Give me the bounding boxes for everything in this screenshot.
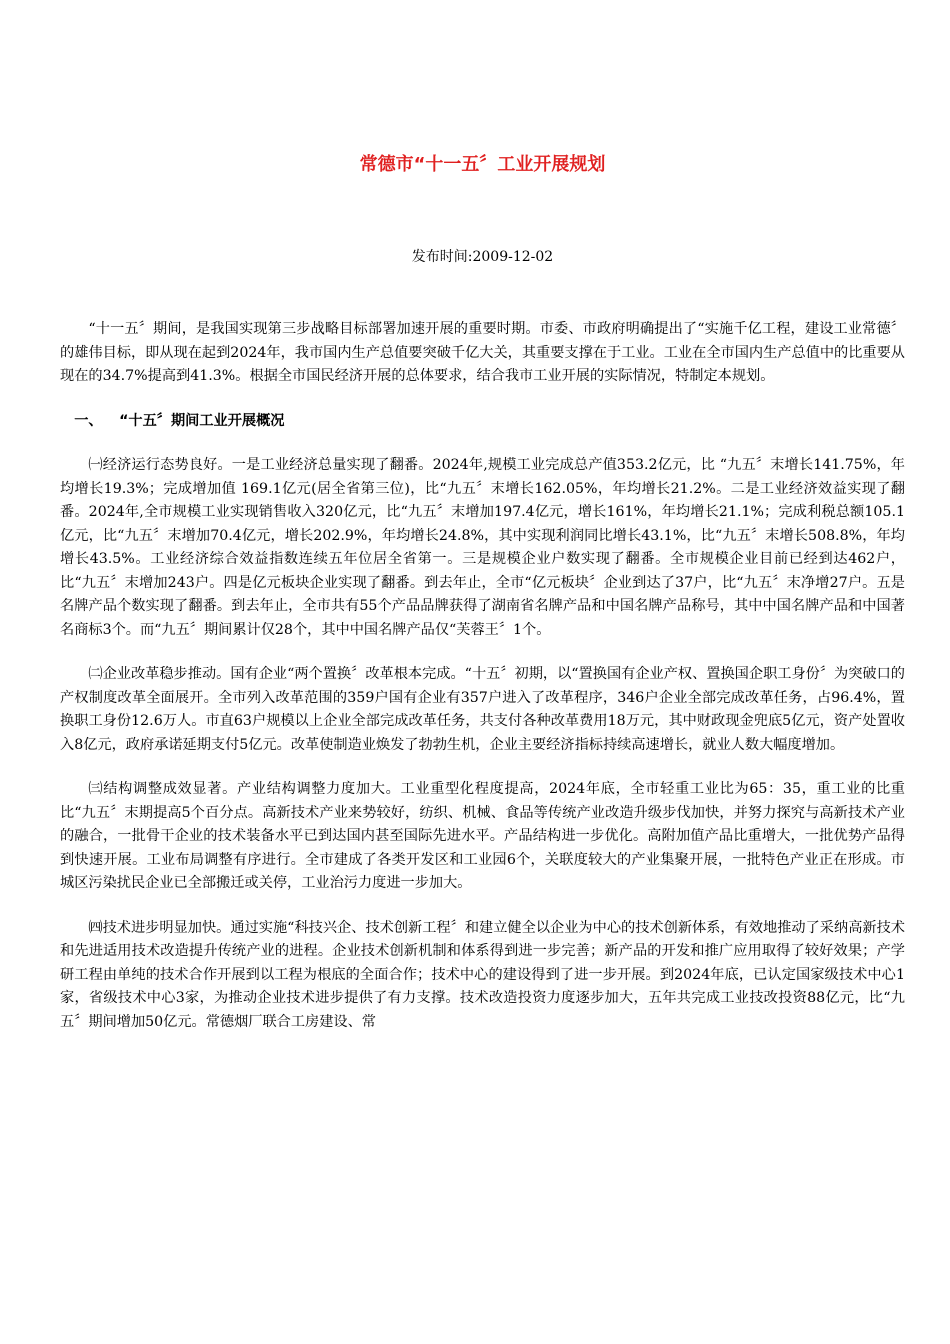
paragraph-technology: ㈣技术进步明显加快。通过实施“科技兴企、技术创新工程〞和建立健全以企业为中心的技术创新体系，有效地推动了采纳高新技术和先进适用技术改造提升传统产业的进程。企业技术创新机制和体系得到进一步完善；新产品的开发和推广应用取得了较好效果；产学研工程由单纯的技术合作开展到以工程为根底的全面合作；技术中心的建设得到了进一步开展。到2024年底，已认定国家级技术中心1家，省级技术中心3家，为推动企业技术进步提供了有力支撑。技术改造投资力度逐步加大，五年共完成工业技改投资88亿元，比“九五〞期间增加50亿元。常德烟厂联合工房建设、常 [60, 919, 905, 1030]
document-title: 常德市“十一五〞工业开展规划 [359, 154, 606, 175]
paragraph-economy: ㈠经济运行态势良好。一是工业经济总量实现了翻番。2024年,规模工业完成总产值353.2亿元，比 “九五〞末增长141.75%，年均增长19.3%；完成增加值 169.1亿元(居全省第三位)，比“九五〞末增长162.05%，年均增长21.2%。二是工业经济效益实现了翻番。2024年,全市规模工业实现销售收入320亿元，比“九五〞末增加197.4亿元，增长161%，年均增长21.1%；完成利税总额105.1亿元，比“九五〞末增加70.4亿元，增长202.9%，年均增长24.8%，其中实现利润同比增长43.1%，比“九五〞末增长508.8%，年均增长43.5%。工业经济综合效益指数连续五年位居全省第一。三是规模企业户数实现了翻番。全市规模企业目前已经到达462户，比“九五〞末增加243户。四是亿元板块企业实现了翻番。到去年止，全市“亿元板块〞企业到达了37户，比“九五〞末净增27户。五是名牌产品个数实现了翻番。到去年止，全市共有55个产品品牌获得了湖南省名牌产品和中国名牌产品称号，其中中国名牌产品和中国著名商标3个。而“九五〞期间累计仅28个，其中中国名牌产品仅“芙蓉王〞1个。 [60, 457, 905, 638]
document-body [60, 318, 905, 1055]
section-number: 一、 [74, 412, 103, 429]
section-heading [60, 410, 905, 434]
paragraph-reform: ㈡企业改革稳步推动。国有企业“两个置换〞改革根本完成。“十五〞初期，以“置换国有企业产权、置换国企职工身份〞为突破口的产权制度改革全面展开。全市列入改革范围的359户国有企业有357户进入了改革程序，346户企业全部完成改革任务，占96.4%，置换职工身份12.6万人。市直63户规模以上企业全部完成改革任务，共支付各种改革费用18万元，其中财政现金兜底5亿元，资产处置收入8亿元，政府承诺延期支付5亿元。改革使制造业焕发了勃勃生机，企业主要经济指标持续高速增长，就业人数大幅度增加。 [60, 666, 905, 753]
section-title: “十五〞期间工业开展概况 [119, 412, 285, 429]
publish-date: 发布时间:2009-12-02 [411, 249, 554, 265]
intro-paragraph: “十一五〞期间，是我国实现第三步战略目标部署加速开展的重要时期。市委、市政府明确提出了“实施千亿工程，建设工业常德〞的雄伟目标，即从现在起到2024年，我市国内生产总值要突破千亿大关，其重要支撑在于工业。工业在全市国内生产总值中的比重要从现在的34.7%提高到41.3%。根据全市国民经济开展的总体要求，结合我市工业开展的实际情况，特制定本规划。 [60, 321, 905, 384]
paragraph-structure: ㈢结构调整成效显著。产业结构调整力度加大。工业重型化程度提高，2024年底，全市轻重工业比为65：35，重工业的比重比“九五〞末期提高5个百分点。高新技术产业来势较好，纺织、机械、食品等传统产业改造升级步伐加快，并努力探究与高新技术产业的融合，一批骨干企业的技术装备水平已到达国内甚至国际先进水平。产品结构进一步优化。高附加值产品比重增大，一批优势产品得到快速开展。工业布局调整有序进行。全市建成了各类开发区和工业园6个，关联度较大的产业集聚开展，一批特色产业正在形成。市城区污染扰民企业已全部搬迁或关停，工业治污力度进一步加大。 [60, 781, 905, 891]
